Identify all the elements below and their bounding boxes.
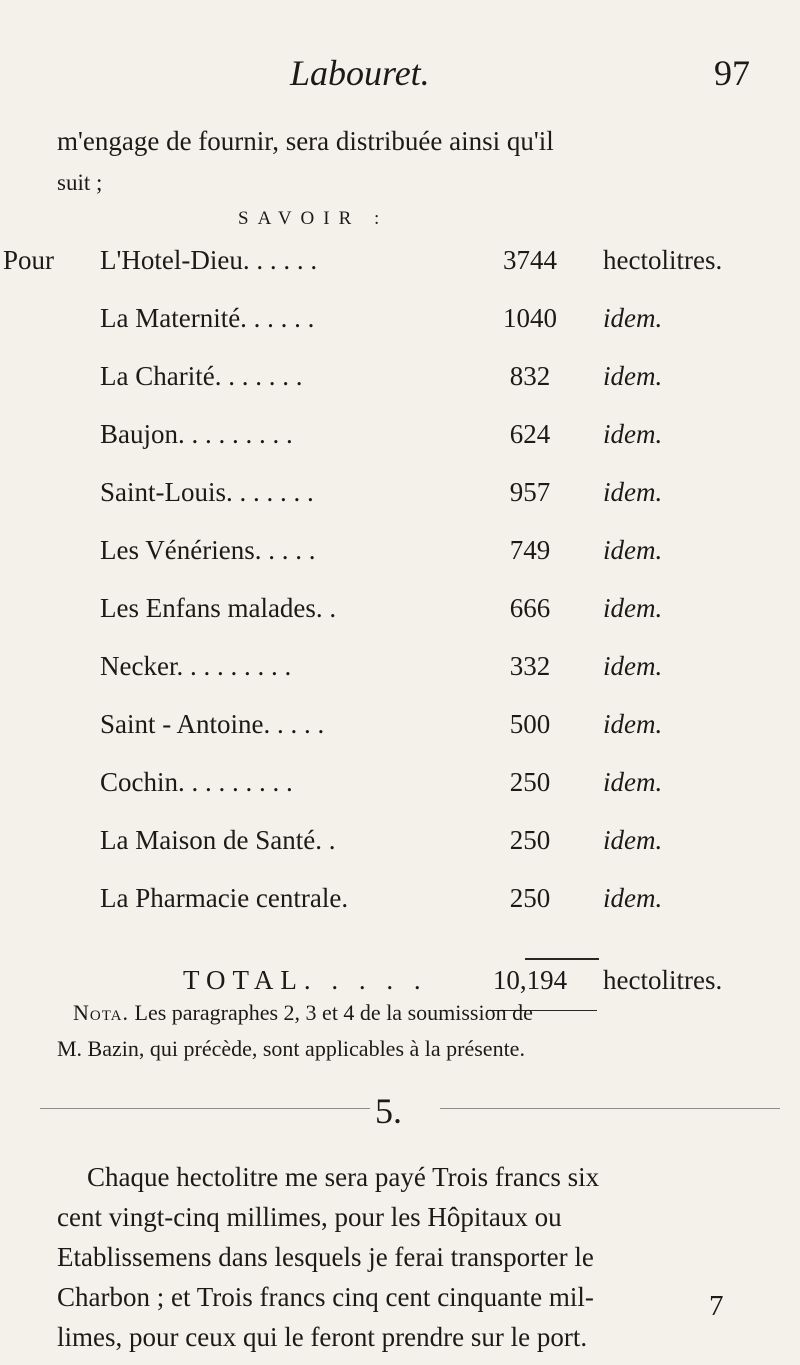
quantity: 332 (509, 651, 551, 681)
table-row (0, 825, 800, 863)
institution-name: L'Hotel-Dieu. . . . . . (100, 245, 318, 275)
section-number: 5. (375, 1091, 402, 1131)
intro-line-2: suit ; (57, 170, 103, 195)
quantity: 250 (509, 767, 551, 797)
unit: idem. (603, 419, 663, 449)
note-line-1 (73, 1000, 533, 1026)
pour-label: Pour (3, 245, 55, 275)
unit: idem. (603, 709, 663, 739)
sum-rule (525, 958, 599, 960)
note-text-1: Les paragraphes 2, 3 et 4 de la soumission de (129, 1000, 533, 1025)
total-row (0, 965, 800, 1003)
institution-name: Baujon. . . . . . . . . (100, 419, 293, 449)
table-row (0, 593, 800, 631)
institution-name: La Pharmacie centrale. (100, 883, 349, 913)
institution-name: Saint - Antoine. . . . . (100, 709, 325, 739)
unit: idem. (603, 361, 663, 391)
total-label: TOTAL. . . . . (183, 965, 428, 995)
quantity: 500 (509, 709, 551, 739)
table-row (0, 767, 800, 805)
table-row (0, 535, 800, 573)
institution-name: Necker. . . . . . . . . (100, 651, 292, 681)
table-row (0, 477, 800, 515)
institution-name: Les Enfans malades. . (100, 593, 337, 623)
unit: idem. (603, 825, 663, 855)
table-row (0, 651, 800, 689)
quantity: 957 (509, 477, 551, 507)
total-quantity: 10,194 (492, 965, 568, 995)
unit: idem. (603, 303, 663, 333)
signature-mark: 7 (709, 1290, 724, 1322)
unit: idem. (603, 651, 663, 681)
divider-left (40, 1108, 370, 1109)
unit: hectolitres. (603, 245, 723, 275)
institution-name: La Maternité. . . . . . (100, 303, 315, 333)
paragraph-line-2: cent vingt-cinq millimes, pour les Hôpitaux ou (57, 1202, 562, 1232)
intro-line-1: m'engage de fournir, sera distribuée ainsi qu'il (57, 126, 554, 156)
paragraph-line-3: Etablissemens dans lesquels je ferai transporter le (57, 1242, 594, 1272)
paragraph-line-4: Charbon ; et Trois francs cinq cent cinquante mil- (57, 1282, 594, 1312)
institution-name: Cochin. . . . . . . . . (100, 767, 293, 797)
quantity: 624 (509, 419, 551, 449)
page-number: 97 (714, 53, 750, 93)
total-unit: hectolitres. (603, 965, 723, 995)
table-row (0, 709, 800, 747)
institution-name: La Maison de Santé. . (100, 825, 336, 855)
institution-name: Les Vénériens. . . . . (100, 535, 316, 565)
note-label: Nota. (73, 1000, 130, 1025)
table-row (0, 245, 800, 283)
institution-name: La Charité. . . . . . . (100, 361, 303, 391)
quantity: 749 (509, 535, 551, 565)
unit: idem. (603, 883, 663, 913)
institution-name: Saint-Louis. . . . . . . (100, 477, 314, 507)
unit: idem. (603, 535, 663, 565)
unit: idem. (603, 477, 663, 507)
running-title: Labouret. (290, 53, 430, 93)
paragraph-line-1: Chaque hectolitre me sera payé Trois francs six (87, 1162, 600, 1192)
unit: idem. (603, 767, 663, 797)
quantity: 666 (509, 593, 551, 623)
note-line-2: M. Bazin, qui précède, sont applicables à la présente. (57, 1036, 525, 1061)
quantity: 1040 (503, 303, 557, 333)
table-row (0, 361, 800, 399)
savoir-heading: SAVOIR : (238, 208, 389, 229)
quantity: 250 (509, 825, 551, 855)
table-row (0, 303, 800, 341)
quantity: 250 (509, 883, 551, 913)
divider-right (440, 1108, 780, 1109)
table-row (0, 419, 800, 457)
paragraph-line-5: limes, pour ceux qui le feront prendre sur le port. (57, 1322, 588, 1352)
table-row (0, 883, 800, 921)
quantity: 3744 (503, 245, 557, 275)
unit: idem. (603, 593, 663, 623)
quantity: 832 (509, 361, 551, 391)
